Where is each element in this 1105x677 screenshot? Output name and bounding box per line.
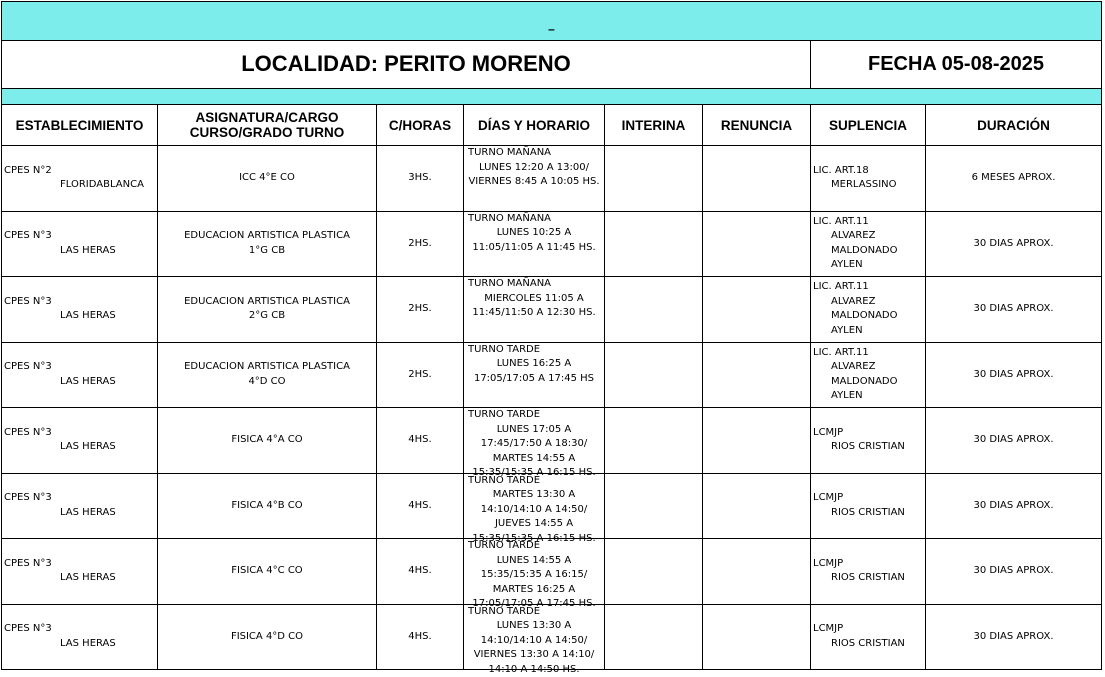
leave-type: LIC. ART.11 xyxy=(813,215,869,227)
school-town: LAS HERAS xyxy=(60,375,116,387)
cell-dias xyxy=(464,146,605,212)
cell-establecimiento xyxy=(2,604,158,670)
cell-suplencia xyxy=(811,539,926,605)
cell-dias xyxy=(464,342,605,408)
cell-interina xyxy=(605,146,703,212)
header-row xyxy=(2,105,1102,146)
school-name: CPES N°3 xyxy=(4,492,52,504)
schedule-text: LUNES 16:25 A 17:05/17:05 A 17:45 HS xyxy=(473,358,595,384)
leave-type: LCMJP xyxy=(813,492,844,504)
schedule-text: LUNES 14:55 A 15:35/15:35 A 16:15/ MARTES 16:25 A 17:05/17:05 A 17:45 HS. xyxy=(472,554,596,610)
school-town: LAS HERAS xyxy=(60,572,116,584)
leave-type: LIC. ART.18 xyxy=(813,164,869,176)
cell-horas: 2HS. xyxy=(377,211,464,277)
cell-interina xyxy=(605,211,703,277)
leave-type: LIC. ART.11 xyxy=(813,281,869,293)
top-banner xyxy=(1,1,1102,41)
schedule-text: LUNES 17:05 A 17:45/17:50 A 18:30/ MARTES 14:55 A 15:35/15:35 A 16:15 HS. xyxy=(472,423,596,479)
cell-dias xyxy=(464,277,605,343)
col-asignatura-line1: ASIGNATURA/CARGO xyxy=(195,110,339,125)
leave-type: LIC. ART.11 xyxy=(813,346,869,358)
cell-suplencia xyxy=(811,342,926,408)
separator-strip xyxy=(1,89,1102,105)
schedule-text: LUNES 12:20 A 13:00/ VIERNES 8:45 A 10:05 HS. xyxy=(468,161,600,188)
table-row xyxy=(2,211,1102,277)
subject-line1: FISICA 4°D CO xyxy=(230,630,304,642)
school-town: LAS HERAS xyxy=(60,310,116,322)
cell-asignatura xyxy=(158,342,377,408)
school-name: CPES N°3 xyxy=(4,361,52,373)
title-row xyxy=(1,40,1102,89)
shift-label: TURNO MAÑANA xyxy=(468,278,552,290)
substitute-name: ALVAREZ MALDONADO AYLEN xyxy=(831,295,898,336)
cell-suplencia xyxy=(811,604,926,670)
school-name: CPES N°3 xyxy=(4,557,52,569)
cell-renuncia xyxy=(703,342,811,408)
subject-line1: EDUCACION ARTISTICA PLASTICA xyxy=(184,230,350,242)
col-renuncia: RENUNCIA xyxy=(703,105,811,146)
table-body xyxy=(2,146,1102,675)
subject-line1: FISICA 4°A CO xyxy=(231,434,303,445)
cell-asignatura xyxy=(158,473,377,539)
col-suplencia: SUPLENCIA xyxy=(811,105,926,146)
cell-establecimiento xyxy=(2,146,158,212)
leave-type: LCMJP xyxy=(813,557,844,569)
school-town: LAS HERAS xyxy=(60,244,116,256)
cell-interina xyxy=(605,342,703,408)
col-asignatura xyxy=(158,105,377,146)
cell-renuncia xyxy=(703,277,811,343)
col-horas: C/HORAS xyxy=(377,105,464,146)
cell-interina xyxy=(605,408,703,474)
shift-label: TURNO TARDE xyxy=(468,540,541,552)
cell-horas: 2HS. xyxy=(377,342,464,408)
cell-suplencia xyxy=(811,277,926,343)
cell-suplencia xyxy=(811,473,926,539)
table-row xyxy=(2,342,1102,408)
cell-duracion: 30 DIAS APROX. xyxy=(926,539,1102,605)
school-name: CPES N°3 xyxy=(4,230,52,242)
table-row xyxy=(2,408,1102,474)
cell-duracion: 30 DIAS APROX. xyxy=(926,342,1102,408)
cell-establecimiento xyxy=(2,342,158,408)
cell-suplencia xyxy=(811,146,926,212)
vacancies-table xyxy=(1,104,1102,675)
fecha-title: FECHA 05-08-2025 xyxy=(867,52,1044,75)
subject-line1: FISICA 4°B CO xyxy=(231,499,303,511)
school-name: CPES N°3 xyxy=(4,295,52,307)
cell-dias xyxy=(464,539,605,610)
cell-horas: 3HS. xyxy=(377,146,464,212)
school-town: LAS HERAS xyxy=(60,637,116,649)
cell-asignatura xyxy=(158,539,377,605)
cell-asignatura xyxy=(158,211,377,277)
shift-label: TURNO MAÑANA xyxy=(468,212,552,224)
cell-establecimiento xyxy=(2,408,158,474)
col-asignatura-line2: CURSO/GRADO TURNO xyxy=(189,125,345,140)
substitute-name: MERLASSINO xyxy=(831,179,897,191)
shift-label: TURNO TARDE xyxy=(468,474,541,486)
leave-type: LCMJP xyxy=(813,426,844,438)
substitute-name: ALVAREZ MALDONADO AYLEN xyxy=(831,230,898,271)
cell-duracion: 6 MESES APROX. xyxy=(926,146,1102,212)
cell-interina xyxy=(605,539,703,605)
table-row xyxy=(2,539,1102,605)
substitute-name: ALVAREZ MALDONADO AYLEN xyxy=(831,361,898,402)
col-establecimiento: ESTABLECIMIENTO xyxy=(2,105,158,146)
school-name: CPES N°3 xyxy=(4,426,52,438)
cell-dias xyxy=(464,211,605,277)
cell-dias xyxy=(464,473,605,544)
cell-interina xyxy=(605,473,703,539)
cell-asignatura xyxy=(158,408,377,474)
shift-label: TURNO TARDE xyxy=(468,343,541,355)
shift-label: TURNO TARDE xyxy=(468,409,541,421)
col-interina: INTERINA xyxy=(605,105,703,146)
substitute-name: RIOS CRISTIAN xyxy=(831,441,905,453)
schedule-text: LUNES 13:30 A 14:10/14:10 A 14:50/ VIERNES 13:30 A 14:10/ 14:10 A 14:50 HS. xyxy=(473,620,595,675)
cell-dias xyxy=(464,408,605,479)
cell-suplencia xyxy=(811,211,926,277)
cell-renuncia xyxy=(703,146,811,212)
subject-line2: 4°D CO xyxy=(248,375,286,387)
banner-mark: – xyxy=(548,22,555,36)
subject-line1: FISICA 4°C CO xyxy=(231,565,303,576)
school-town: FLORIDABLANCA xyxy=(60,179,144,191)
school-name: CPES N°3 xyxy=(4,623,52,635)
table-row xyxy=(2,277,1102,343)
schedule-text: MARTES 13:30 A 14:10/14:10 A 14:50/ JUEVES 14:55 A 15:35/15:35 A 16:15 HS. xyxy=(472,489,596,544)
cell-duracion: 30 DIAS APROX. xyxy=(926,408,1102,474)
table-row xyxy=(2,604,1102,670)
school-town: LAS HERAS xyxy=(60,506,116,518)
substitute-name: RIOS CRISTIAN xyxy=(831,506,905,518)
leave-type: LCMJP xyxy=(813,623,844,635)
cell-asignatura xyxy=(158,277,377,343)
subject-line1: ICC 4°E CO xyxy=(239,172,295,183)
cell-duracion: 30 DIAS APROX. xyxy=(926,604,1102,670)
cell-asignatura xyxy=(158,146,377,212)
cell-renuncia xyxy=(703,604,811,670)
schedule-text: LUNES 10:25 A 11:05/11:05 A 11:45 HS. xyxy=(472,227,596,253)
cell-duracion: 30 DIAS APROX. xyxy=(926,211,1102,277)
cell-duracion: 30 DIAS APROX. xyxy=(926,473,1102,539)
substitute-name: RIOS CRISTIAN xyxy=(831,637,905,649)
subject-line2: 1°G CB xyxy=(248,244,286,256)
cell-renuncia xyxy=(703,211,811,277)
cell-asignatura xyxy=(158,604,377,670)
localidad-title: LOCALIDAD: PERITO MORENO xyxy=(2,40,811,88)
cell-horas: 4HS. xyxy=(377,473,464,539)
col-dias: DÍAS Y HORARIO xyxy=(464,105,605,146)
cell-horas: 4HS. xyxy=(377,604,464,670)
cell-horas: 4HS. xyxy=(377,408,464,474)
shift-label: TURNO TARDE xyxy=(468,605,541,617)
cell-horas: 2HS. xyxy=(377,277,464,343)
cell-establecimiento xyxy=(2,539,158,605)
subject-line2: 2°G CB xyxy=(248,310,286,322)
subject-line1: EDUCACION ARTISTICA PLASTICA xyxy=(184,295,350,307)
cell-duracion: 30 DIAS APROX. xyxy=(926,277,1102,343)
cell-dias xyxy=(464,604,605,675)
subject-line1: EDUCACION ARTISTICA PLASTICA xyxy=(184,361,350,373)
school-name: CPES N°2 xyxy=(4,164,52,176)
table-row xyxy=(2,146,1102,212)
cell-establecimiento xyxy=(2,473,158,539)
cell-renuncia xyxy=(703,408,811,474)
cell-suplencia xyxy=(811,408,926,474)
cell-renuncia xyxy=(703,539,811,605)
cell-renuncia xyxy=(703,473,811,539)
col-duracion: DURACIÓN xyxy=(926,105,1102,146)
school-town: LAS HERAS xyxy=(60,441,116,453)
cell-establecimiento xyxy=(2,211,158,277)
cell-interina xyxy=(605,604,703,670)
cell-interina xyxy=(605,277,703,343)
schedule-text: MIERCOLES 11:05 A 11:45/11:50 A 12:30 HS. xyxy=(472,292,596,319)
cell-establecimiento xyxy=(2,277,158,343)
substitute-name: RIOS CRISTIAN xyxy=(831,572,905,584)
cell-horas: 4HS. xyxy=(377,539,464,605)
shift-label: TURNO MAÑANA xyxy=(468,147,552,159)
table-row xyxy=(2,473,1102,539)
